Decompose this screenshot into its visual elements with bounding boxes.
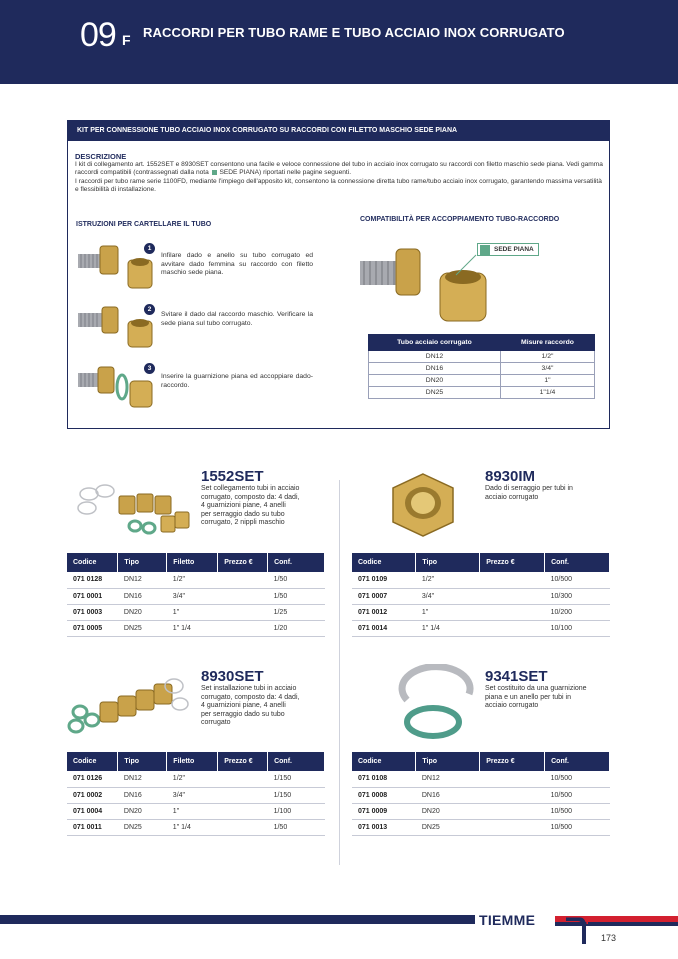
description-text <box>75 161 605 194</box>
cell <box>480 620 545 636</box>
cell: 3/4" <box>416 588 480 604</box>
cell <box>218 588 268 604</box>
table-row <box>67 819 325 835</box>
cell: 10/500 <box>545 819 610 835</box>
description-note: SEDE PIANA) riportati nelle pagine seguenti. <box>219 169 352 177</box>
cell: DN12 <box>118 771 167 787</box>
product-9341set-title: 9341SET <box>485 668 548 685</box>
cell: DN16 <box>118 588 167 604</box>
product-8930im-image <box>383 470 463 540</box>
col-conf: Conf. <box>545 553 610 572</box>
cell-code: 071 0014 <box>352 620 416 636</box>
table-row <box>67 803 325 819</box>
cell: 10/500 <box>545 803 610 819</box>
col-prezzo: Prezzo € <box>480 752 545 771</box>
col-conf: Conf. <box>268 553 325 572</box>
product-1552set-table <box>67 553 325 637</box>
desc-line: per serraggio dado su tubo <box>201 710 285 718</box>
cell: 1/25 <box>268 604 325 620</box>
cell <box>480 588 545 604</box>
compat-header-row <box>369 335 595 351</box>
cell: 10/500 <box>545 572 610 588</box>
table-row <box>352 771 610 787</box>
brand-logo: TIEMME <box>479 912 536 928</box>
chapter-number: 09 <box>80 16 116 54</box>
cell <box>480 787 545 803</box>
cell: 1/20 <box>268 620 325 636</box>
product-8930im-title: 8930IM <box>485 468 536 485</box>
product-8930set-image <box>66 674 190 740</box>
product-9341set-image <box>395 664 485 744</box>
cell: 1/2" <box>167 572 218 588</box>
cell: DN16 <box>416 787 480 803</box>
compat-header-size: Misure raccordo <box>500 335 594 351</box>
cell <box>480 803 545 819</box>
cell-code: 071 0109 <box>352 572 416 588</box>
cell <box>480 572 545 588</box>
col-filetto: Filetto <box>167 553 218 572</box>
product-8930im-table <box>352 553 610 637</box>
cell <box>218 604 268 620</box>
compat-cell: DN16 <box>369 363 501 375</box>
compat-cell: 1" <box>500 375 594 387</box>
cell <box>218 572 268 588</box>
desc-line: acciaio corrugato <box>485 702 539 710</box>
sede-piana-text: SEDE PIANA <box>494 246 534 253</box>
product-1552set-title: 1552SET <box>201 468 264 485</box>
cell <box>480 819 545 835</box>
cell: DN16 <box>118 787 167 803</box>
compat-cell: DN12 <box>369 351 501 363</box>
product-1552set-description <box>201 485 299 528</box>
cell: 3/4" <box>167 787 218 803</box>
col-codice: Codice <box>352 752 416 771</box>
kit-box <box>67 120 610 429</box>
col-conf: Conf. <box>268 752 325 771</box>
cell: DN25 <box>416 819 480 835</box>
table-row <box>67 620 325 636</box>
chapter-letter: F <box>122 32 131 48</box>
cell-code: 071 0007 <box>352 588 416 604</box>
cell <box>218 819 268 835</box>
cell <box>218 620 268 636</box>
col-tipo: Tipo <box>118 752 167 771</box>
cell: 1" 1/4 <box>416 620 480 636</box>
col-codice: Codice <box>352 553 416 572</box>
cell <box>480 604 545 620</box>
step-1-text: Infilare dado e anello su tubo corrugato ed avvitare dado femmina su raccordo con filetto maschio sede piana. <box>161 252 313 277</box>
description-part-2: I raccordi per tubo rame serie 1100FD, mediante l'impiego dell'apposito kit, consentono la connessione diretta tubo rame/tubo acciaio inox corrugato, garantendo massima versatilità e flessibilità di installazione. <box>75 177 602 193</box>
cell: 1/2" <box>167 771 218 787</box>
table-row <box>369 363 595 375</box>
sede-piana-marker-icon <box>212 170 217 175</box>
compat-cell: 1/2" <box>500 351 594 363</box>
cell: 3/4" <box>167 588 218 604</box>
cell: 1/150 <box>268 771 325 787</box>
table-row <box>67 604 325 620</box>
col-prezzo: Prezzo € <box>218 752 268 771</box>
cell: 1" 1/4 <box>167 819 218 835</box>
cell: 1" <box>167 803 218 819</box>
cell: 1/50 <box>268 572 325 588</box>
desc-line: corrugato, 2 nippli maschio <box>201 519 285 527</box>
cell-code: 071 0126 <box>67 771 118 787</box>
cell-code: 071 0008 <box>352 787 416 803</box>
page-number: 173 <box>601 933 617 943</box>
cell-code: 071 0005 <box>67 620 118 636</box>
cell-code: 071 0108 <box>352 771 416 787</box>
cell: DN25 <box>118 620 167 636</box>
cell: 10/100 <box>545 620 610 636</box>
table-row <box>352 620 610 636</box>
table-row <box>352 604 610 620</box>
cell: 1" <box>416 604 480 620</box>
cell: 1/2" <box>416 572 480 588</box>
desc-line: Set installazione tubi in acciaio <box>201 685 297 692</box>
cell <box>218 771 268 787</box>
cell: 1" 1/4 <box>167 620 218 636</box>
table-row <box>369 387 595 399</box>
col-tipo: Tipo <box>416 752 480 771</box>
table-header-row <box>67 752 325 771</box>
compatibility-table <box>368 334 595 399</box>
col-filetto: Filetto <box>167 752 218 771</box>
cell <box>480 771 545 787</box>
desc-line: Set costituito da una guarnizione <box>485 685 587 692</box>
desc-line: corrugato, composto da: 4 dadi, <box>201 493 300 501</box>
cell: DN12 <box>416 771 480 787</box>
step-3-number: 3 <box>144 363 155 374</box>
cell-code: 071 0004 <box>67 803 118 819</box>
col-prezzo: Prezzo € <box>218 553 268 572</box>
desc-line: corrugato, composto da: 4 dadi, <box>201 693 300 701</box>
desc-line: Set collegamento tubi in acciaio <box>201 485 300 492</box>
desc-line: Dado di serraggio per tubi in <box>485 485 573 492</box>
sede-piana-icon <box>480 245 490 255</box>
col-tipo: Tipo <box>118 553 167 572</box>
table-row <box>67 572 325 588</box>
cell-code: 071 0012 <box>352 604 416 620</box>
desc-line: piana e un anello per tubi in <box>485 693 572 701</box>
cell: DN20 <box>118 604 167 620</box>
step-2-number: 2 <box>144 304 155 315</box>
cell: 1/50 <box>268 588 325 604</box>
desc-line: acciaio corrugato <box>485 493 539 501</box>
table-row <box>67 787 325 803</box>
footer-line <box>0 915 475 924</box>
table-row <box>352 572 610 588</box>
cell: 10/200 <box>545 604 610 620</box>
cell <box>218 787 268 803</box>
cell-code: 071 0011 <box>67 819 118 835</box>
product-9341set-table <box>352 752 610 836</box>
cell: DN12 <box>118 572 167 588</box>
cell-code: 071 0003 <box>67 604 118 620</box>
cell-code: 071 0128 <box>67 572 118 588</box>
table-header-row <box>352 752 610 771</box>
col-tipo: Tipo <box>416 553 480 572</box>
cell: DN25 <box>118 819 167 835</box>
cell <box>218 803 268 819</box>
table-row <box>67 771 325 787</box>
cell: 1/150 <box>268 787 325 803</box>
compatibility-title: COMPATIBILITÀ PER ACCOPPIAMENTO TUBO-RACCORDO <box>360 216 560 223</box>
cell: 1" <box>167 604 218 620</box>
product-8930im-description <box>485 485 573 502</box>
table-row <box>352 787 610 803</box>
table-row <box>352 588 610 604</box>
step-1-number: 1 <box>144 243 155 254</box>
page-title: RACCORDI PER TUBO RAME E TUBO ACCIAIO INOX CORRUGATO <box>143 25 565 40</box>
product-8930set-table <box>67 752 325 836</box>
cell: 10/500 <box>545 787 610 803</box>
description-title: DESCRIZIONE <box>75 152 127 161</box>
col-prezzo: Prezzo € <box>480 553 545 572</box>
step-3-text: Inserire la guarnizione piana ed accoppiare dado-raccordo. <box>161 373 313 389</box>
table-header-row <box>352 553 610 572</box>
col-conf: Conf. <box>545 752 610 771</box>
cell: DN20 <box>416 803 480 819</box>
cell-code: 071 0002 <box>67 787 118 803</box>
cell-code: 071 0009 <box>352 803 416 819</box>
desc-line: 4 guarnizioni piane, 4 anelli <box>201 702 286 710</box>
cell: DN20 <box>118 803 167 819</box>
footer-hook-icon <box>566 916 588 946</box>
compat-cell: 1"1/4 <box>500 387 594 399</box>
table-row <box>352 819 610 835</box>
product-1552set-image <box>75 482 193 542</box>
compat-header-tube: Tubo acciaio corrugato <box>369 335 501 351</box>
product-9341set-description <box>485 685 587 711</box>
table-row <box>67 588 325 604</box>
table-row <box>352 803 610 819</box>
cell-code: 071 0013 <box>352 819 416 835</box>
compat-cell: DN25 <box>369 387 501 399</box>
col-codice: Codice <box>67 553 118 572</box>
cell: 1/100 <box>268 803 325 819</box>
step-2-text: Svitare il dado dal raccordo maschio. Verificare la sede piana sul tubo corrugato. <box>161 311 313 327</box>
desc-line: corrugato <box>201 719 231 727</box>
sede-piana-label <box>477 243 539 256</box>
kit-heading: KIT PER CONNESSIONE TUBO ACCIAIO INOX CORRUGATO SU RACCORDI CON FILETTO MASCHIO SEDE PIANA <box>68 121 609 141</box>
instructions-title: ISTRUZIONI PER CARTELLARE IL TUBO <box>76 221 212 228</box>
compat-cell: 3/4" <box>500 363 594 375</box>
desc-line: per serraggio dado su tubo <box>201 510 285 518</box>
cell: 10/500 <box>545 771 610 787</box>
cell: 1/50 <box>268 819 325 835</box>
description-part-1: I kit di collegamento art. 1552SET e 8930SET consentono una facile e veloce connessione del tubo in acciaio inox corrugato su raccordi con filetto maschio sede piana. Vedi gamma raccordi compatibili (contrassegnati dalla nota <box>75 161 603 177</box>
product-8930set-title: 8930SET <box>201 668 264 685</box>
desc-line: 4 guarnizioni piane, 4 anelli <box>201 502 286 510</box>
product-8930set-description <box>201 685 299 728</box>
table-row <box>369 375 595 387</box>
column-divider <box>339 480 340 865</box>
compat-cell: DN20 <box>369 375 501 387</box>
table-row <box>369 351 595 363</box>
col-codice: Codice <box>67 752 118 771</box>
cell-code: 071 0001 <box>67 588 118 604</box>
cell: 10/300 <box>545 588 610 604</box>
table-header-row <box>67 553 325 572</box>
